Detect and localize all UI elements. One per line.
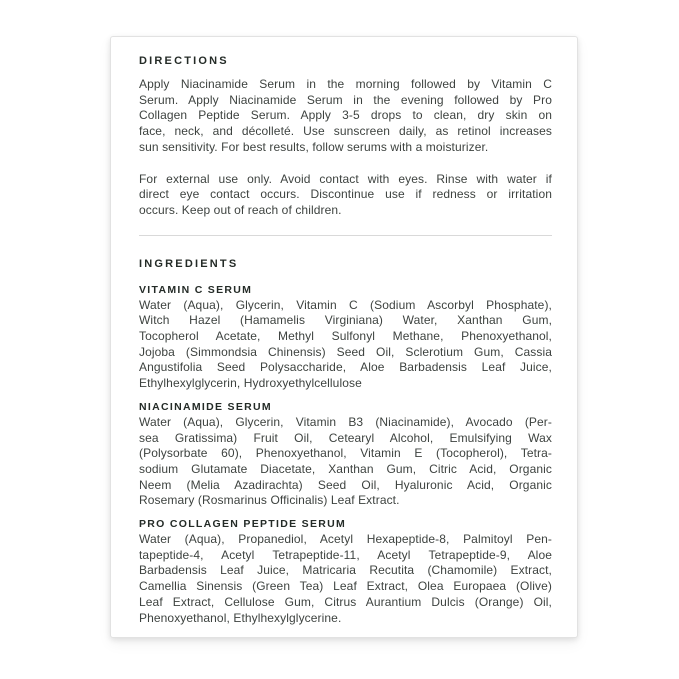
directions-paragraph-warning (139, 172, 552, 219)
text-line: Camellia Sinensis (Green Tea) Leaf Extract, Olea Europaea (Olive) (139, 579, 552, 594)
text-line: Jojoba (Simmondsia Chinensis) Seed Oil, Sclerotium Gum, Cassia (139, 344, 552, 359)
text-line: For external use only. Avoid contact with eyes. Rinse with water if (139, 171, 552, 186)
text-line: Phenoxyethanol, Ethylhexylglycerine. (139, 610, 342, 625)
vitamin-c-serum-ingredients (139, 298, 552, 392)
pro-collagen-peptide-serum-ingredients (139, 532, 552, 626)
text-line: Tocopherol Acetate, Methyl Sulfonyl Methane, Phenoxyethanol, (139, 329, 552, 344)
ingredients-heading: INGREDIENTS (139, 257, 239, 270)
text-line: Water (Aqua), Glycerin, Vitamin B3 (Niacinamide), Avocado (Per- (139, 414, 552, 429)
text-line: Witch Hazel (Hamamelis Virginiana) Water, Xanthan Gum, (139, 313, 552, 328)
text-line: sun sensitivity. For best results, follow serums with a moisturizer. (139, 139, 489, 154)
directions-heading: DIRECTIONS (139, 55, 229, 67)
pro-collagen-peptide-serum-heading: PRO COLLAGEN PEPTIDE SERUM (139, 518, 347, 531)
text-line: Leaf Extract, Cellulose Gum, Citrus Aurantium Dulcis (Orange) Oil, (139, 594, 552, 609)
section-divider (139, 235, 552, 236)
text-line: Serum. Apply Niacinamide Serum in the evening followed by Pro (139, 92, 552, 107)
text-line: face, neck, and décolleté. Use sunscreen daily, as retinol increases (139, 124, 552, 139)
niacinamide-serum-ingredients (139, 415, 552, 509)
product-label-card (110, 36, 578, 638)
text-line: Angustifolia Seed Polysaccharide, Aloe Barbadensis Leaf Juice, (139, 360, 552, 375)
text-line: Water (Aqua), Glycerin, Vitamin C (Sodium Ascorbyl Phosphate), (139, 297, 552, 312)
text-line: Rosemary (Rosmarinus Officinalis) Leaf Extract. (139, 493, 400, 508)
text-line: Ethylhexylglycerin, Hydroxyethylcellulose (139, 376, 362, 391)
text-line: tapeptide-4, Acetyl Tetrapeptide-11, Acetyl Tetrapeptide-9, Aloe (139, 547, 552, 562)
text-line: sea Gratissima) Fruit Oil, Cetearyl Alcohol, Emulsifying Wax (139, 430, 552, 445)
niacinamide-serum-heading: NIACINAMIDE SERUM (139, 400, 272, 413)
text-line: Apply Niacinamide Serum in the morning followed by Vitamin C (139, 77, 552, 91)
text-line: Water (Aqua), Propanediol, Acetyl Hexapeptide-8, Palmitoyl Pen- (139, 532, 552, 547)
text-line: (Polysorbate 60), Phenoxyethanol, Vitamin E (Tocopherol), Tetra- (139, 446, 552, 461)
text-line: direct eye contact occurs. Discontinue use if redness or irritation (139, 187, 552, 202)
directions-paragraph-usage (139, 77, 552, 156)
text-line: sodium Glutamate Diacetate, Xanthan Gum, Citric Acid, Organic (139, 461, 552, 476)
text-line: Collagen Peptide Serum. Apply 3-5 drops to clean, dry skin on (139, 108, 552, 123)
vitamin-c-serum-heading: VITAMIN C SERUM (139, 283, 253, 296)
text-line: Neem (Melia Azadirachta) Seed Oil, Hyaluronic Acid, Organic (139, 477, 552, 492)
text-line: Barbadensis Leaf Juice, Matricaria Recutita (Chamomile) Extract, (139, 563, 552, 578)
text-line: occurs. Keep out of reach of children. (139, 202, 342, 217)
